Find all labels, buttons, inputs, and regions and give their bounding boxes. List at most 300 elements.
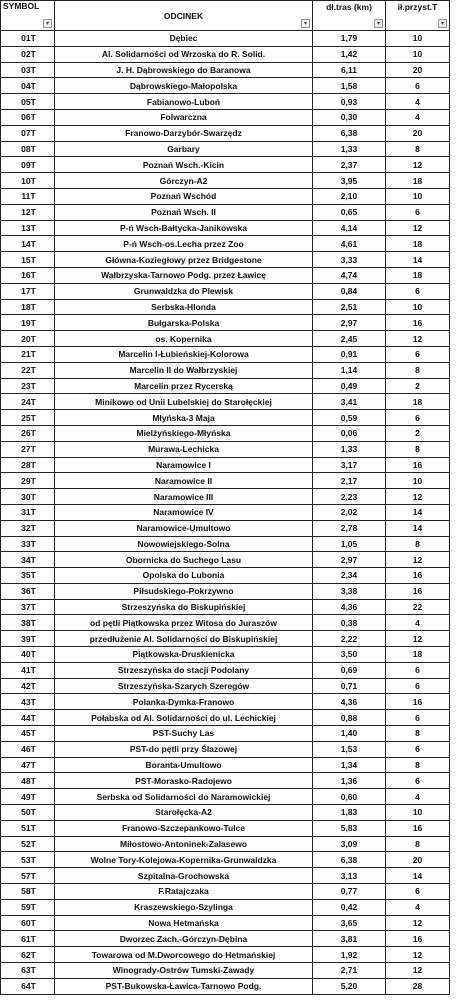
dl-tras-cell[interactable]: 3,33: [313, 252, 386, 268]
dl-tras-cell[interactable]: 0,06: [313, 425, 386, 441]
dl-tras-cell[interactable]: 0,88: [313, 710, 386, 726]
table-row: [1, 694, 450, 710]
symbol-cell[interactable]: 16T: [1, 267, 55, 283]
filter-dropdown-icon[interactable]: ▾: [43, 19, 52, 28]
symbol-cell[interactable]: 37T: [1, 599, 55, 615]
symbol-cell[interactable]: 48T: [1, 773, 55, 789]
il-przyst-cell[interactable]: 6: [386, 78, 450, 94]
odcinek-cell[interactable]: Obornicka do Suchego Lasu: [55, 552, 313, 568]
odcinek-cell[interactable]: Marcelin I-Łubieńskiej-Kolorowa: [55, 346, 313, 362]
dl-tras-cell[interactable]: 4,61: [313, 236, 386, 252]
odcinek-cell[interactable]: Nowowiejskiego-Solna: [55, 536, 313, 552]
odcinek-cell[interactable]: Dębiec: [55, 31, 313, 47]
table-row: [1, 31, 450, 47]
symbol-cell[interactable]: 57T: [1, 868, 55, 884]
odcinek-cell[interactable]: PST-do pętli przy Ślazowej: [55, 741, 313, 757]
table-row: [1, 109, 450, 125]
il-przyst-cell[interactable]: 16: [386, 457, 450, 473]
dl-tras-cell[interactable]: 6,11: [313, 62, 386, 78]
odcinek-cell[interactable]: PST-Suchy Las: [55, 726, 313, 742]
filter-dropdown-icon[interactable]: ▾: [438, 19, 447, 28]
dl-tras-cell[interactable]: 0,30: [313, 109, 386, 125]
dl-tras-cell[interactable]: 3,17: [313, 457, 386, 473]
odcinek-cell[interactable]: Poznań Wschód: [55, 188, 313, 204]
il-przyst-cell[interactable]: 18: [386, 236, 450, 252]
il-przyst-cell[interactable]: 12: [386, 915, 450, 931]
il-przyst-cell[interactable]: 12: [386, 489, 450, 505]
symbol-cell[interactable]: 28T: [1, 457, 55, 473]
symbol-cell[interactable]: 26T: [1, 425, 55, 441]
dl-tras-cell[interactable]: 0,69: [313, 662, 386, 678]
il-przyst-cell[interactable]: 14: [386, 504, 450, 520]
odcinek-cell[interactable]: Marcelin II do Wałbrzyskiej: [55, 362, 313, 378]
odcinek-cell[interactable]: P-ń Wsch-Bałtycka-Janikowska: [55, 220, 313, 236]
dl-tras-cell[interactable]: 0,93: [313, 94, 386, 110]
table-row: [1, 899, 450, 915]
table-row: [1, 978, 450, 994]
table-row: [1, 884, 450, 900]
il-przyst-cell[interactable]: 18: [386, 173, 450, 189]
table-row: [1, 331, 450, 347]
dl-tras-cell[interactable]: 2,45: [313, 331, 386, 347]
dl-tras-cell[interactable]: 3,41: [313, 394, 386, 410]
symbol-cell[interactable]: 52T: [1, 836, 55, 852]
symbol-cell[interactable]: 35T: [1, 568, 55, 584]
odcinek-cell[interactable]: Marcelin przez Rycerską: [55, 378, 313, 394]
symbol-cell[interactable]: 03T: [1, 62, 55, 78]
symbol-cell[interactable]: 12T: [1, 204, 55, 220]
dl-tras-cell[interactable]: 4,14: [313, 220, 386, 236]
odcinek-cell[interactable]: Towarowa od M.Dworcowego do Hetmańskiej: [55, 947, 313, 963]
dl-tras-cell[interactable]: 1,53: [313, 741, 386, 757]
table-row: [1, 915, 450, 931]
il-przyst-cell[interactable]: 8: [386, 836, 450, 852]
symbol-cell[interactable]: 53T: [1, 852, 55, 868]
dl-tras-cell[interactable]: 2,10: [313, 188, 386, 204]
odcinek-cell[interactable]: Serbska od Solidarności do Naramowickiej: [55, 789, 313, 805]
odcinek-cell[interactable]: od pętli Piątkowska przez Witosa do Juraszów: [55, 615, 313, 631]
il-przyst-cell[interactable]: 4: [386, 789, 450, 805]
table-row: [1, 252, 450, 268]
il-przyst-cell[interactable]: 8: [386, 362, 450, 378]
il-przyst-cell[interactable]: 6: [386, 710, 450, 726]
table-row: [1, 425, 450, 441]
symbol-cell[interactable]: 20T: [1, 331, 55, 347]
table-row: [1, 220, 450, 236]
odcinek-cell[interactable]: Dąbrowskiego-Małopolska: [55, 78, 313, 94]
symbol-cell[interactable]: 21T: [1, 346, 55, 362]
il-przyst-cell[interactable]: 12: [386, 552, 450, 568]
odcinek-cell[interactable]: Boranta-Umultowo: [55, 757, 313, 773]
symbol-cell[interactable]: 17T: [1, 283, 55, 299]
il-przyst-cell[interactable]: 16: [386, 694, 450, 710]
odcinek-cell[interactable]: Franowo-Darzybór-Swarzędz: [55, 125, 313, 141]
symbol-cell[interactable]: 62T: [1, 947, 55, 963]
symbol-cell[interactable]: 29T: [1, 473, 55, 489]
filter-dropdown-icon[interactable]: ▾: [301, 19, 310, 28]
symbol-cell[interactable]: 60T: [1, 915, 55, 931]
symbol-cell[interactable]: 01T: [1, 31, 55, 47]
table-row: [1, 662, 450, 678]
table-row: [1, 236, 450, 252]
il-przyst-cell[interactable]: 10: [386, 188, 450, 204]
symbol-cell[interactable]: 18T: [1, 299, 55, 315]
symbol-cell[interactable]: 38T: [1, 615, 55, 631]
symbol-cell[interactable]: 23T: [1, 378, 55, 394]
odcinek-cell[interactable]: Serbska-Hlonda: [55, 299, 313, 315]
il-przyst-cell[interactable]: 2: [386, 378, 450, 394]
dl-tras-cell[interactable]: 4,74: [313, 267, 386, 283]
dl-tras-cell[interactable]: 1,58: [313, 78, 386, 94]
table-row: [1, 615, 450, 631]
symbol-cell[interactable]: 33T: [1, 536, 55, 552]
odcinek-cell[interactable]: Piłsudskiego-Pokrzywno: [55, 583, 313, 599]
symbol-cell[interactable]: 06T: [1, 109, 55, 125]
dl-tras-cell[interactable]: 3,38: [313, 583, 386, 599]
odcinek-cell[interactable]: Szpitalna-Grochowska: [55, 868, 313, 884]
table-row: [1, 868, 450, 884]
table-row: [1, 299, 450, 315]
il-przyst-cell[interactable]: 10: [386, 31, 450, 47]
il-przyst-cell[interactable]: 6: [386, 410, 450, 426]
il-przyst-cell[interactable]: 6: [386, 204, 450, 220]
dl-tras-cell[interactable]: 0,42: [313, 899, 386, 915]
il-przyst-cell[interactable]: 14: [386, 868, 450, 884]
il-przyst-cell[interactable]: 16: [386, 315, 450, 331]
odcinek-cell[interactable]: przedłużenie Al. Solidarności do Biskupińskiej: [55, 631, 313, 647]
symbol-cell[interactable]: 05T: [1, 94, 55, 110]
il-przyst-cell[interactable]: 8: [386, 441, 450, 457]
il-przyst-cell[interactable]: 16: [386, 583, 450, 599]
table-row: [1, 315, 450, 331]
odcinek-cell[interactable]: Górczyn-A2: [55, 173, 313, 189]
table-row: [1, 536, 450, 552]
odcinek-cell[interactable]: PST-Morasko-Radojewo: [55, 773, 313, 789]
symbol-cell[interactable]: 30T: [1, 489, 55, 505]
il-przyst-cell[interactable]: 16: [386, 820, 450, 836]
dl-tras-cell[interactable]: 1,36: [313, 773, 386, 789]
odcinek-cell[interactable]: Murawa-Lechicka: [55, 441, 313, 457]
il-przyst-cell[interactable]: 6: [386, 884, 450, 900]
odcinek-cell[interactable]: Opolska do Lubonia: [55, 568, 313, 584]
il-przyst-cell[interactable]: 12: [386, 331, 450, 347]
odcinek-cell[interactable]: Młyńska-3 Maja: [55, 410, 313, 426]
table-row: [1, 773, 450, 789]
il-przyst-cell[interactable]: 14: [386, 252, 450, 268]
odcinek-cell[interactable]: Dworzec Zach.-Górczyn-Dębina: [55, 931, 313, 947]
table-row: [1, 46, 450, 62]
odcinek-cell[interactable]: Franowo-Szczepankowo-Tulce: [55, 820, 313, 836]
dl-tras-cell[interactable]: 0,84: [313, 283, 386, 299]
dl-tras-cell[interactable]: 2,37: [313, 157, 386, 173]
symbol-cell[interactable]: 27T: [1, 441, 55, 457]
odcinek-cell[interactable]: Folwarczna: [55, 109, 313, 125]
symbol-cell[interactable]: 22T: [1, 362, 55, 378]
odcinek-cell[interactable]: Poznań Wsch.-Kicin: [55, 157, 313, 173]
dl-tras-cell[interactable]: 5,20: [313, 978, 386, 994]
column-header-dl-tras: [313, 1, 386, 31]
il-przyst-cell[interactable]: 12: [386, 963, 450, 979]
symbol-cell[interactable]: 39T: [1, 631, 55, 647]
table-row: [1, 836, 450, 852]
table-row: [1, 188, 450, 204]
dl-tras-cell[interactable]: 2,23: [313, 489, 386, 505]
symbol-cell[interactable]: 32T: [1, 520, 55, 536]
il-przyst-cell[interactable]: 8: [386, 536, 450, 552]
odcinek-cell[interactable]: Piątkowska-Druskienicka: [55, 647, 313, 663]
il-przyst-cell[interactable]: 10: [386, 46, 450, 62]
dl-tras-cell[interactable]: 2,17: [313, 473, 386, 489]
il-przyst-cell[interactable]: 14: [386, 520, 450, 536]
dl-tras-cell[interactable]: 2,34: [313, 568, 386, 584]
table-row: [1, 94, 450, 110]
dl-tras-cell[interactable]: 3,09: [313, 836, 386, 852]
symbol-cell[interactable]: 25T: [1, 410, 55, 426]
il-przyst-cell[interactable]: 6: [386, 773, 450, 789]
dl-tras-cell[interactable]: 0,49: [313, 378, 386, 394]
odcinek-cell[interactable]: Fabianowo-Luboń: [55, 94, 313, 110]
il-przyst-cell[interactable]: 8: [386, 757, 450, 773]
dl-tras-cell[interactable]: 3,13: [313, 868, 386, 884]
symbol-cell[interactable]: 13T: [1, 220, 55, 236]
symbol-cell[interactable]: 15T: [1, 252, 55, 268]
il-przyst-cell[interactable]: 18: [386, 267, 450, 283]
odcinek-cell[interactable]: Grunwaldzka do Plewisk: [55, 283, 313, 299]
dl-tras-cell[interactable]: 1,92: [313, 947, 386, 963]
odcinek-cell[interactable]: F.Ratajczaka: [55, 884, 313, 900]
il-przyst-cell[interactable]: 18: [386, 647, 450, 663]
odcinek-cell[interactable]: Wałbrzyska-Tarnowo Podg. przez Ławicę: [55, 267, 313, 283]
il-przyst-cell[interactable]: 2: [386, 425, 450, 441]
il-przyst-cell[interactable]: 16: [386, 568, 450, 584]
dl-tras-cell[interactable]: 0,71: [313, 678, 386, 694]
il-przyst-cell[interactable]: 12: [386, 631, 450, 647]
table-row: [1, 441, 450, 457]
dl-tras-cell[interactable]: 2,97: [313, 552, 386, 568]
filter-dropdown-icon[interactable]: ▾: [374, 19, 383, 28]
dl-tras-cell[interactable]: 1,34: [313, 757, 386, 773]
odcinek-cell[interactable]: Al. Solidarności od Wrzoska do R. Solid.: [55, 46, 313, 62]
dl-tras-cell[interactable]: 2,97: [313, 315, 386, 331]
dl-tras-cell[interactable]: 1,83: [313, 805, 386, 821]
dl-tras-cell[interactable]: 1,05: [313, 536, 386, 552]
dl-tras-cell[interactable]: 1,33: [313, 141, 386, 157]
header-row: [1, 1, 450, 31]
table-row: [1, 647, 450, 663]
odcinek-cell[interactable]: PST-Bukowska-Ławica-Tarnowo Podg.: [55, 978, 313, 994]
dl-tras-cell[interactable]: 1,33: [313, 441, 386, 457]
dl-tras-cell[interactable]: 1,42: [313, 46, 386, 62]
il-przyst-cell[interactable]: 6: [386, 283, 450, 299]
symbol-cell[interactable]: 46T: [1, 741, 55, 757]
table-row: [1, 947, 450, 963]
il-przyst-cell[interactable]: 18: [386, 394, 450, 410]
column-header-odcinek: [55, 1, 313, 31]
dl-tras-cell[interactable]: 6,38: [313, 852, 386, 868]
il-przyst-cell[interactable]: 12: [386, 157, 450, 173]
table-body: [1, 31, 450, 995]
dl-tras-cell[interactable]: 0,60: [313, 789, 386, 805]
table-row: [1, 852, 450, 868]
table-row: [1, 963, 450, 979]
table-row: [1, 820, 450, 836]
table-row: [1, 125, 450, 141]
odcinek-cell[interactable]: P-ń Wsch-os.Lecha przez Zoo: [55, 236, 313, 252]
dl-tras-cell[interactable]: 0,77: [313, 884, 386, 900]
table-row: [1, 805, 450, 821]
il-przyst-cell[interactable]: 12: [386, 947, 450, 963]
symbol-cell[interactable]: 08T: [1, 141, 55, 157]
dl-tras-cell[interactable]: 4,36: [313, 694, 386, 710]
dl-tras-cell[interactable]: 1,14: [313, 362, 386, 378]
symbol-cell[interactable]: 07T: [1, 125, 55, 141]
table-row: [1, 710, 450, 726]
dl-tras-cell[interactable]: 6,38: [313, 125, 386, 141]
table-row: [1, 362, 450, 378]
il-przyst-cell[interactable]: 10: [386, 299, 450, 315]
odcinek-cell[interactable]: Winogrady-Ostrów Tumski-Zawady: [55, 963, 313, 979]
table-row: [1, 489, 450, 505]
symbol-cell[interactable]: 47T: [1, 757, 55, 773]
dl-tras-cell[interactable]: 1,40: [313, 726, 386, 742]
table-row: [1, 267, 450, 283]
symbol-cell[interactable]: 58T: [1, 884, 55, 900]
symbol-cell[interactable]: 59T: [1, 899, 55, 915]
odcinek-cell[interactable]: os. Kopernika: [55, 331, 313, 347]
il-przyst-cell[interactable]: 4: [386, 94, 450, 110]
symbol-cell[interactable]: 02T: [1, 46, 55, 62]
table-row: [1, 599, 450, 615]
symbol-cell[interactable]: 61T: [1, 931, 55, 947]
odcinek-cell[interactable]: Nowa Hetmańska: [55, 915, 313, 931]
dl-tras-cell[interactable]: 0,38: [313, 615, 386, 631]
odcinek-cell[interactable]: Naramowice I: [55, 457, 313, 473]
odcinek-cell[interactable]: Miłostowo-Antoninek-Zalasewo: [55, 836, 313, 852]
dl-tras-cell[interactable]: 0,65: [313, 204, 386, 220]
dl-tras-cell[interactable]: 3,95: [313, 173, 386, 189]
symbol-cell[interactable]: 51T: [1, 820, 55, 836]
il-przyst-cell[interactable]: 4: [386, 109, 450, 125]
il-przyst-cell[interactable]: 8: [386, 726, 450, 742]
table-row: [1, 568, 450, 584]
dl-tras-cell[interactable]: 3,65: [313, 915, 386, 931]
symbol-cell[interactable]: 45T: [1, 726, 55, 742]
il-przyst-cell[interactable]: 10: [386, 805, 450, 821]
symbol-cell[interactable]: 42T: [1, 678, 55, 694]
il-przyst-cell[interactable]: 20: [386, 852, 450, 868]
dl-tras-cell[interactable]: 3,50: [313, 647, 386, 663]
dl-tras-cell[interactable]: 1,79: [313, 31, 386, 47]
table-row: [1, 173, 450, 189]
table-row: [1, 346, 450, 362]
il-przyst-cell[interactable]: 4: [386, 899, 450, 915]
odcinek-cell[interactable]: Naramowice IV: [55, 504, 313, 520]
odcinek-cell[interactable]: Połabska od Al. Solidarności do ul. Lechickiej: [55, 710, 313, 726]
il-przyst-cell[interactable]: 8: [386, 141, 450, 157]
dl-tras-cell[interactable]: 0,59: [313, 410, 386, 426]
dl-tras-cell[interactable]: 2,02: [313, 504, 386, 520]
symbol-cell[interactable]: 14T: [1, 236, 55, 252]
symbol-cell[interactable]: 19T: [1, 315, 55, 331]
table-row: [1, 504, 450, 520]
odcinek-cell[interactable]: Naramowice III: [55, 489, 313, 505]
table-row: [1, 157, 450, 173]
table-row: [1, 141, 450, 157]
symbol-cell[interactable]: 43T: [1, 694, 55, 710]
dl-tras-cell[interactable]: 2,71: [313, 963, 386, 979]
il-przyst-cell[interactable]: 12: [386, 220, 450, 236]
odcinek-cell[interactable]: Naramowice-Umultowo: [55, 520, 313, 536]
odcinek-cell[interactable]: Minikowo od Unii Lubelskiej do Starołęckiej: [55, 394, 313, 410]
odcinek-cell[interactable]: Kraszewskiego-Szylinga: [55, 899, 313, 915]
il-przyst-cell[interactable]: 6: [386, 678, 450, 694]
symbol-cell[interactable]: 24T: [1, 394, 55, 410]
symbol-cell[interactable]: 49T: [1, 789, 55, 805]
il-przyst-cell[interactable]: 20: [386, 62, 450, 78]
column-header-il-przyst: [386, 1, 450, 31]
symbol-cell[interactable]: 44T: [1, 710, 55, 726]
table-row: [1, 789, 450, 805]
symbol-cell[interactable]: 36T: [1, 583, 55, 599]
table-row: [1, 741, 450, 757]
odcinek-cell[interactable]: Główna-Koziegłowy przez Bridgestone: [55, 252, 313, 268]
odcinek-cell[interactable]: Starołęcka-A2: [55, 805, 313, 821]
odcinek-cell[interactable]: Polanka-Dymka-Franowo: [55, 694, 313, 710]
odcinek-cell[interactable]: Strzeszyńska-Szarych Szeregów: [55, 678, 313, 694]
dl-tras-cell[interactable]: 4,36: [313, 599, 386, 615]
symbol-cell[interactable]: 31T: [1, 504, 55, 520]
symbol-cell[interactable]: 63T: [1, 963, 55, 979]
dl-tras-cell[interactable]: 0,91: [313, 346, 386, 362]
symbol-cell[interactable]: 50T: [1, 805, 55, 821]
odcinek-cell[interactable]: Strzeszyńska do stacji Podolany: [55, 662, 313, 678]
symbol-cell[interactable]: 04T: [1, 78, 55, 94]
il-przyst-cell[interactable]: 10: [386, 473, 450, 489]
dl-tras-cell[interactable]: 2,51: [313, 299, 386, 315]
odcinek-cell[interactable]: Wolne Tory-Kolejowa-Kopernika-Grunwaldzka: [55, 852, 313, 868]
table-row: [1, 62, 450, 78]
odcinek-cell[interactable]: Naramowice II: [55, 473, 313, 489]
dl-tras-cell[interactable]: 2,78: [313, 520, 386, 536]
il-przyst-cell[interactable]: 16: [386, 931, 450, 947]
il-przyst-cell[interactable]: 22: [386, 599, 450, 615]
il-przyst-cell[interactable]: 28: [386, 978, 450, 994]
odcinek-cell[interactable]: Mielżyńskiego-Młyńska: [55, 425, 313, 441]
il-przyst-cell[interactable]: 4: [386, 615, 450, 631]
symbol-cell[interactable]: 40T: [1, 647, 55, 663]
odcinek-cell[interactable]: Bułgarska-Polska: [55, 315, 313, 331]
odcinek-cell[interactable]: Garbary: [55, 141, 313, 157]
dl-tras-cell[interactable]: 2,22: [313, 631, 386, 647]
il-przyst-cell[interactable]: 6: [386, 346, 450, 362]
symbol-cell[interactable]: 34T: [1, 552, 55, 568]
symbol-cell[interactable]: 41T: [1, 662, 55, 678]
table-row: [1, 473, 450, 489]
table-row: [1, 520, 450, 536]
dl-tras-cell[interactable]: 3,81: [313, 931, 386, 947]
symbol-cell[interactable]: 10T: [1, 173, 55, 189]
odcinek-cell[interactable]: J. H. Dąbrowskiego do Baranowa: [55, 62, 313, 78]
symbol-cell[interactable]: 64T: [1, 978, 55, 994]
il-przyst-cell[interactable]: 20: [386, 125, 450, 141]
odcinek-cell[interactable]: Poznań Wsch. II: [55, 204, 313, 220]
dl-tras-cell[interactable]: 5,83: [313, 820, 386, 836]
il-przyst-cell[interactable]: 6: [386, 662, 450, 678]
il-przyst-cell[interactable]: 6: [386, 741, 450, 757]
symbol-cell[interactable]: 09T: [1, 157, 55, 173]
odcinek-cell[interactable]: Strzeszyńska do Biskupińskiej: [55, 599, 313, 615]
symbol-cell[interactable]: 11T: [1, 188, 55, 204]
